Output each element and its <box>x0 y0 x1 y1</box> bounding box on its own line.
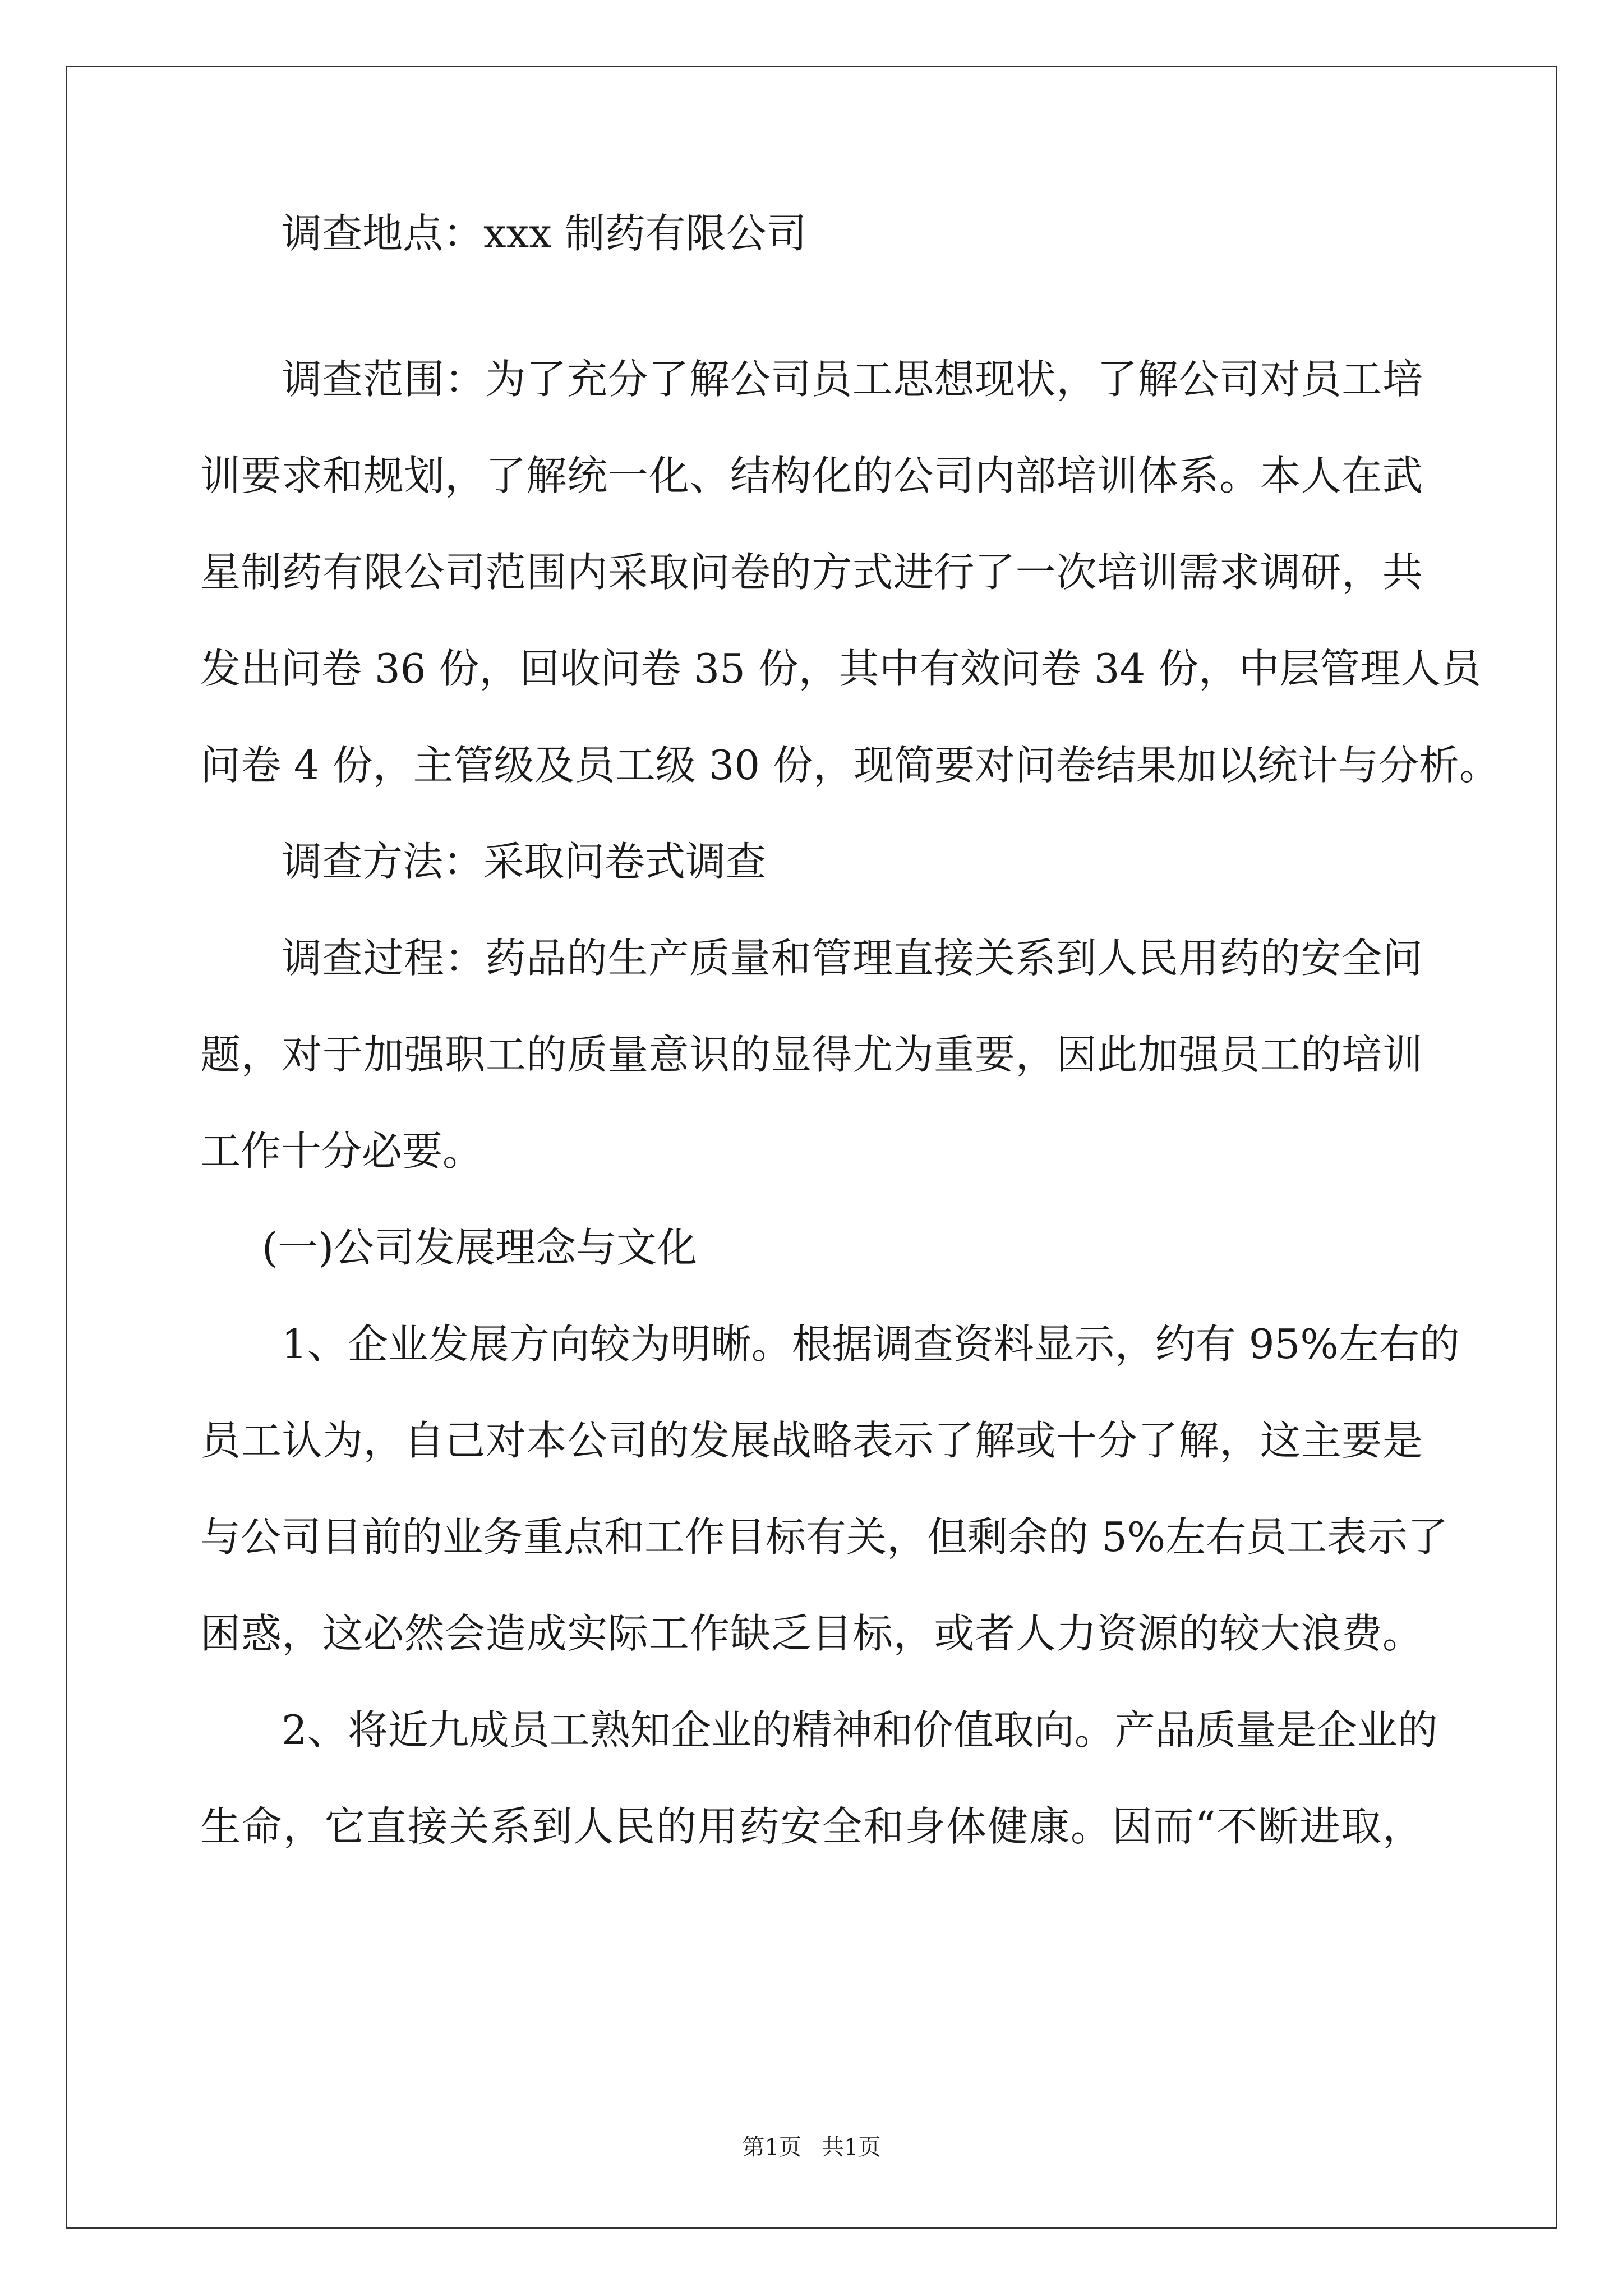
page-footer <box>0 2132 1623 2163</box>
paragraph-item1-line-2: 员工认为，自己对本公司的发展战略表示了解或十分了解，这主要是 <box>200 1417 1423 1464</box>
paragraph-process-line-3: 工作十分必要。 <box>200 1128 483 1175</box>
section-heading-culture: (一)公司发展理念与文化 <box>262 1224 698 1271</box>
paragraph-method-line: 调查方法：采取问卷式调查 <box>282 838 767 885</box>
paragraph-scope-line-1: 调查范围：为了充分了解公司员工思想现状，了解公司对员工培 <box>282 356 1423 403</box>
paragraph-scope-line-4: 发出问卷 36 份，回收问卷 35 份，其中有效问卷 34 份，中层管理人员 <box>200 645 1482 692</box>
paragraph-location-line: 调查地点：xxx 制药有限公司 <box>282 210 807 257</box>
paragraph-scope-line-3: 星制药有限公司范围内采取问卷的方式进行了一次培训需求调研，共 <box>200 549 1423 596</box>
page-number-current: 第1页 <box>742 2134 801 2160</box>
paragraph-item1-line-4: 困惑，这必然会造成实际工作缺乏目标，或者人力资源的较大浪费。 <box>200 1610 1423 1657</box>
paragraph-item2-line-1: 2、将近九成员工熟知企业的精神和价值取向。产品质量是企业的 <box>282 1706 1438 1754</box>
paragraph-process-line-2: 题，对于加强职工的质量意识的显得尤为重要，因此加强员工的培训 <box>200 1031 1423 1078</box>
paragraph-scope-line-5: 问卷 4 份，主管级及员工级 30 份，现简要对问卷结果加以统计与分析。 <box>200 742 1500 789</box>
paragraph-item2-line-2: 生命，它直接关系到人民的用药安全和身体健康。因而“不断进取， <box>200 1803 1423 1850</box>
paragraph-item1-line-1: 1、企业发展方向较为明晰。根据调查资料显示，约有 95%左右的 <box>282 1320 1460 1368</box>
paragraph-scope-line-2: 训要求和规划，了解统一化、结构化的公司内部培训体系。本人在武 <box>200 452 1423 499</box>
page-number-total: 共1页 <box>822 2134 881 2160</box>
paragraph-item1-line-3: 与公司目前的业务重点和工作目标有关，但剩余的 5%左右员工表示了 <box>200 1513 1449 1561</box>
paragraph-process-line-1: 调查过程：药品的生产质量和管理直接关系到人民用药的安全问 <box>282 935 1423 982</box>
